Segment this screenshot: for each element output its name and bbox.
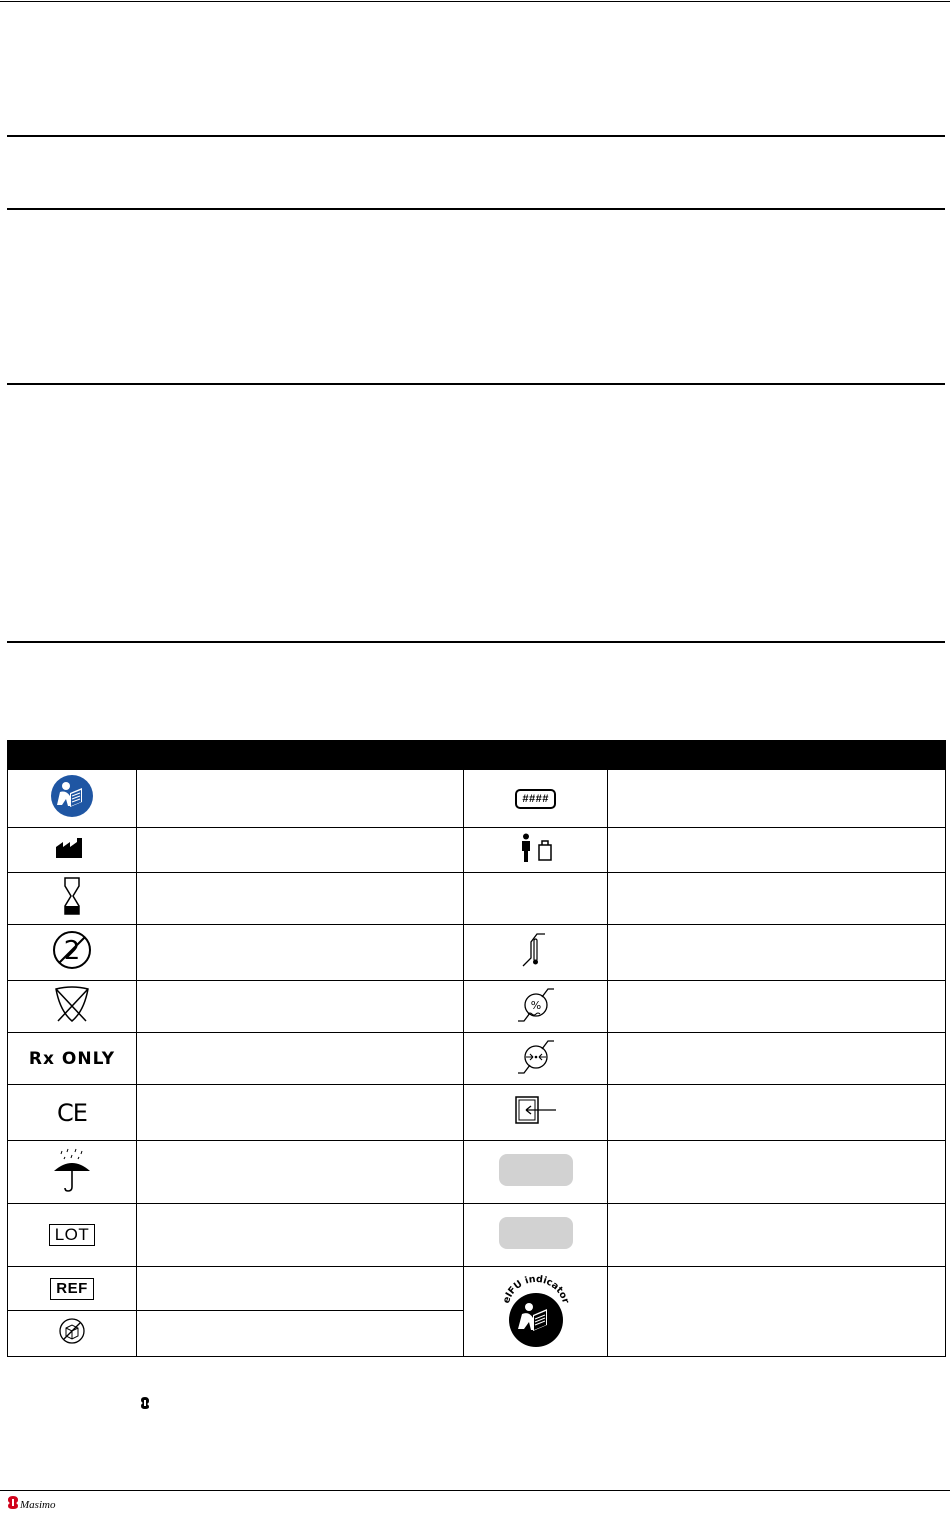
do-not-reuse-icon: [52, 930, 92, 970]
footer-rule: [0, 1490, 950, 1491]
hash-number-icon: ####: [515, 789, 555, 809]
table-row: [8, 1141, 946, 1204]
masimo-logo: [8, 1496, 55, 1514]
section-divider: [7, 135, 945, 137]
table-header-row: [8, 741, 946, 770]
symbol-cell: [8, 1311, 137, 1357]
use-by-date-icon: [62, 876, 82, 916]
description-cell: [137, 770, 464, 828]
table-row: [8, 925, 946, 981]
description-column-header: [137, 741, 464, 770]
symbol-cell: [464, 1033, 608, 1085]
consult-instructions-icon: [50, 774, 94, 818]
keep-dry-icon: [52, 1147, 92, 1193]
description-cell: [137, 828, 464, 873]
svg-text:2: 2: [63, 936, 81, 966]
symbol-cell: [8, 981, 137, 1033]
temperature-limit-icon: [521, 931, 551, 969]
symbol-cell: [464, 873, 608, 925]
masimo-mark-icon: [8, 1496, 18, 1514]
page-top-rule: [0, 1, 950, 2]
table-row: [8, 1204, 946, 1267]
table-row: [8, 828, 946, 873]
description-cell: [137, 1085, 464, 1141]
not-made-with-latex-icon: [52, 985, 92, 1023]
description-cell: [608, 1141, 946, 1204]
description-cell: [608, 1085, 946, 1141]
symbol-cell: [8, 1141, 137, 1204]
symbol-cell: [464, 770, 608, 828]
rx-only-icon: Rx ONLY: [28, 1048, 116, 1069]
description-cell: [137, 1033, 464, 1085]
symbol-cell: [8, 770, 137, 828]
importer-icon: [514, 1095, 558, 1125]
symbol-cell: [464, 981, 608, 1033]
description-cell: [137, 1267, 464, 1311]
symbol-column-header: [464, 741, 608, 770]
symbol-cell: [8, 925, 137, 981]
grey-placeholder-icon: [499, 1217, 573, 1249]
symbol-cell: [8, 1085, 137, 1141]
lot-number-icon: LOT: [49, 1224, 96, 1246]
do-not-use-if-damaged-icon: [58, 1317, 86, 1345]
description-cell: [608, 981, 946, 1033]
symbol-column-header: [8, 741, 137, 770]
catalog-number-icon: REF: [50, 1278, 94, 1300]
eifu-indicator-label: eIFU indicator: [500, 1273, 571, 1305]
eifu-indicator-icon: [498, 1268, 574, 1350]
description-cell: [608, 1204, 946, 1267]
symbol-cell: [464, 1204, 608, 1267]
grey-placeholder-icon: [499, 1154, 573, 1186]
section-divider: [7, 641, 945, 643]
description-cell: [137, 1204, 464, 1267]
symbol-cell: [8, 828, 137, 873]
description-column-header: [608, 741, 946, 770]
symbol-cell: [8, 1204, 137, 1267]
description-cell: [608, 828, 946, 873]
table-row: [8, 873, 946, 925]
symbol-cell: [8, 1267, 137, 1311]
masimo-mark-icon: [141, 1396, 149, 1414]
description-cell: [137, 1311, 464, 1357]
description-cell: [608, 925, 946, 981]
section-divider: [7, 383, 945, 385]
humidity-limit-icon: [516, 984, 556, 1024]
patient-weight-icon: [518, 833, 554, 863]
table-row: [8, 1033, 946, 1085]
description-cell: [137, 925, 464, 981]
symbol-cell: [464, 1141, 608, 1204]
symbol-cell: [8, 1033, 137, 1085]
symbol-cell: [464, 1267, 608, 1357]
svg-text:%: %: [530, 999, 541, 1012]
atmospheric-pressure-limit-icon: [516, 1036, 556, 1076]
manufacturer-icon: [55, 837, 89, 859]
table-row: [8, 981, 946, 1033]
symbol-cell: [8, 873, 137, 925]
table-row: [8, 770, 946, 828]
table-row: [8, 1085, 946, 1141]
section-divider: [7, 208, 945, 210]
description-cell: [137, 873, 464, 925]
description-cell: [608, 1267, 946, 1357]
symbol-cell: [464, 925, 608, 981]
symbol-cell: [464, 1085, 608, 1141]
table-row: [8, 1267, 946, 1311]
description-cell: [137, 981, 464, 1033]
symbol-cell: [464, 828, 608, 873]
masimo-wordmark: Masimo: [20, 1499, 56, 1511]
description-cell: [608, 1033, 946, 1085]
description-cell: [608, 770, 946, 828]
description-cell: [608, 873, 946, 925]
ce-mark-icon: CE: [57, 1098, 87, 1127]
description-cell: [137, 1141, 464, 1204]
symbols-table: [7, 740, 946, 1357]
